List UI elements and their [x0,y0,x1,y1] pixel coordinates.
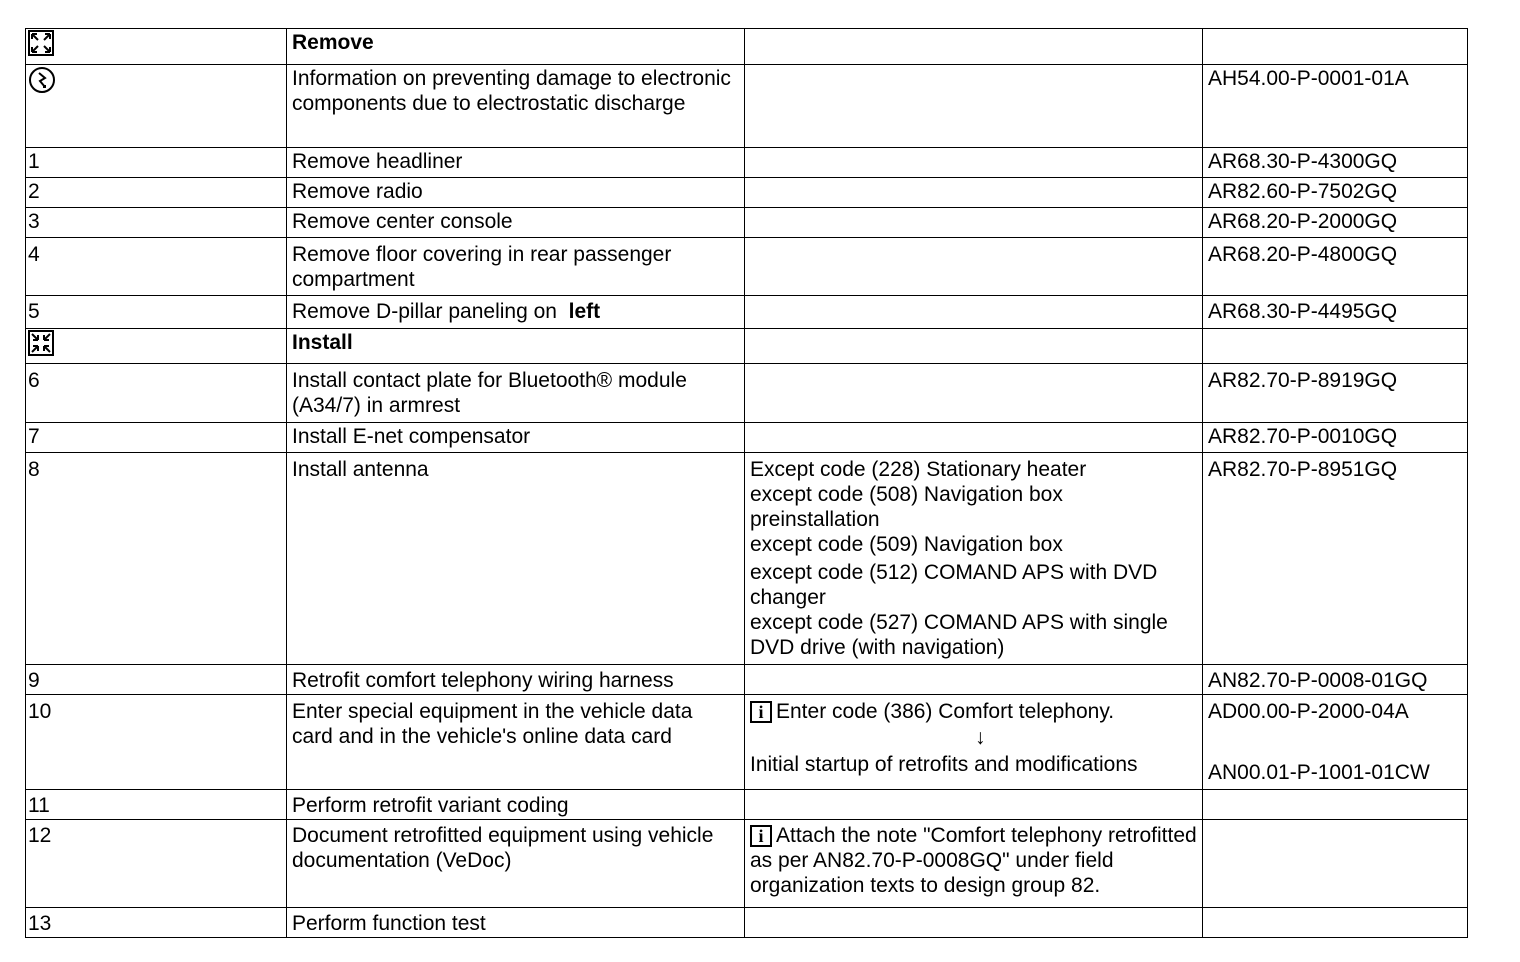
step-number: 8 [26,453,287,665]
condition-cell [745,29,1203,65]
table-row [26,208,1468,238]
reference-cell [1203,908,1468,938]
step-number: 7 [26,423,287,453]
section-title: Remove [292,31,374,54]
table-row [26,329,1468,364]
condition-line: except code (508) Navigation box preinstallation [750,483,1063,531]
condition-cell [745,65,1203,148]
description-cell: Perform function test [287,908,745,938]
condition-cell [745,695,1203,790]
condition-cell [745,148,1203,178]
remove-section-icon [28,30,54,62]
reference-link[interactable]: AR82.70-P-8919GQ [1203,364,1468,423]
reference-link[interactable]: AR68.20-P-4800GQ [1203,238,1468,296]
table-row [26,148,1468,178]
procedure-table [25,28,1468,938]
description-cell: Document retrofitted equipment using vehicle documentation (VeDoc) [287,820,745,908]
condition-line: Except code (228) Stationary heater [750,458,1087,481]
reference-link[interactable]: AR82.70-P-0010GQ [1203,423,1468,453]
reference-cell [1203,820,1468,908]
condition-cell [745,820,1203,908]
step-number: 10 [26,695,287,790]
condition-line: except code (527) COMAND APS with single DVD drive (with navigation) [750,611,1168,659]
info-icon: i [750,825,772,847]
step-number: 6 [26,364,287,423]
description-cell: Retrofit comfort telephony wiring harness [287,665,745,695]
condition-cell [745,908,1203,938]
description-cell: Remove headliner [287,148,745,178]
condition-cell [745,238,1203,296]
description-cell: Remove radio [287,178,745,208]
condition-cell [745,453,1203,665]
step-cell [26,29,287,65]
condition-cell [745,790,1203,820]
table-row [26,453,1468,665]
reference-cell [1203,695,1468,790]
step-number: 4 [26,238,287,296]
reference-link[interactable]: AR68.30-P-4300GQ [1203,148,1468,178]
step-number: 5 [26,296,287,329]
step-number: 3 [26,208,287,238]
step-cell [26,329,287,364]
reference-link[interactable]: AR82.70-P-8951GQ [1203,453,1468,665]
reference-link[interactable]: AR68.20-P-2000GQ [1203,208,1468,238]
step-number: 12 [26,820,287,908]
reference-cell [1203,790,1468,820]
table-row [26,790,1468,820]
table-row [26,820,1468,908]
step-cell [26,65,287,148]
table-row [26,238,1468,296]
side-label: left [568,300,601,323]
condition-cell [745,178,1203,208]
condition-cell [745,665,1203,695]
reference-link[interactable]: AH54.00-P-0001-01A [1203,65,1468,148]
condition-note: Attach the note "Comfort telephony retrofitted as per AN82.70-P-0008GQ" under field organization texts to design group 82. [750,824,1197,897]
condition-line: Initial startup of retrofits and modifications [750,753,1138,776]
description-cell: Remove floor covering in rear passenger compartment [287,238,745,296]
description-text: Remove D-pillar paneling on [292,300,557,323]
reference-link[interactable]: AR68.30-P-4495GQ [1203,296,1468,329]
esd-warning-icon [28,66,56,100]
description-cell: Install contact plate for Bluetooth® module (A34/7) in armrest [287,364,745,423]
install-section-icon [28,330,54,362]
description-cell: Perform retrofit variant coding [287,790,745,820]
section-title: Install [292,331,353,354]
table-row [26,178,1468,208]
condition-cell [745,364,1203,423]
description-cell: Install E-net compensator [287,423,745,453]
step-number: 13 [26,908,287,938]
step-number: 2 [26,178,287,208]
description-cell: Install antenna [287,453,745,665]
description-cell: Enter special equipment in the vehicle data card and in the vehicle's online data card [287,695,745,790]
description-cell [287,29,745,65]
info-icon: i [750,701,772,723]
condition-cell [745,208,1203,238]
reference-cell [1203,29,1468,65]
reference-cell [1203,329,1468,364]
description-cell [287,329,745,364]
reference-link[interactable]: AR82.60-P-7502GQ [1203,178,1468,208]
step-number: 11 [26,790,287,820]
table-row [26,296,1468,329]
description-cell [287,296,745,329]
description-cell: Information on preventing damage to electronic components due to electrostatic discharge [287,65,745,148]
table-row [26,423,1468,453]
table-row [26,695,1468,790]
step-number: 9 [26,665,287,695]
condition-cell [745,423,1203,453]
condition-line: except code (512) COMAND APS with DVD changer [750,561,1158,609]
reference-link[interactable]: AD00.00-P-2000-04A [1208,700,1409,723]
description-cell: Remove center console [287,208,745,238]
table-row [26,665,1468,695]
reference-link[interactable]: AN00.01-P-1001-01CW [1208,761,1430,784]
condition-cell [745,296,1203,329]
table-row [26,65,1468,148]
condition-cell [745,329,1203,364]
condition-line: except code (509) Navigation box [750,533,1063,556]
step-number: 1 [26,148,287,178]
table-row [26,29,1468,65]
table-row [26,908,1468,938]
arrow-down-icon: ↓ [975,726,986,749]
reference-link[interactable]: AN82.70-P-0008-01GQ [1203,665,1468,695]
condition-note: Enter code (386) Comfort telephony. [776,700,1115,723]
table-row [26,364,1468,423]
